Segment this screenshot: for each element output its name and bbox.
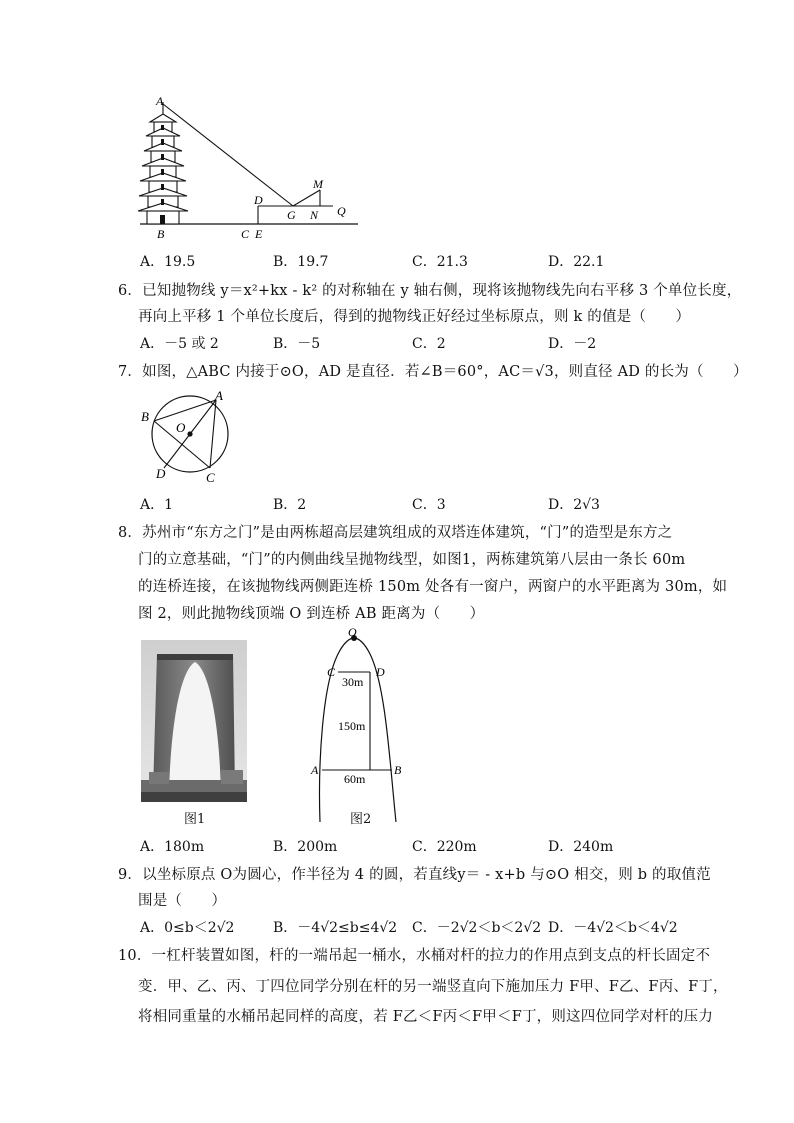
- fig5-label-e: E: [255, 227, 263, 241]
- q6-line-2: 再向上平移 1 个单位长度后，得到的抛物线正好经过坐标原点，则 k 的值是（ ）: [138, 309, 691, 325]
- q8-option-d: D．240m: [548, 839, 614, 855]
- fig5-label-a: A: [156, 94, 164, 108]
- fig2-label-30m: 30m: [342, 675, 364, 689]
- q10-line-3: 将相同重量的水桶吊起同样的高度，若 F乙＜F丙＜F甲＜F丁，则这四位同学对杆的压力: [138, 1009, 714, 1025]
- fig2-label-c: C: [327, 665, 336, 679]
- q9-option-b: B．－4√2≤b≤4√2: [273, 920, 398, 936]
- fig7-label-d: D: [156, 466, 166, 481]
- fig5-label-d: D: [254, 193, 263, 207]
- q5-option-b: B．19.7: [273, 254, 329, 270]
- fig2-label-d: D: [376, 665, 385, 679]
- parabola-figure: [300, 626, 415, 828]
- q5-option-a: A．19.5: [140, 254, 196, 270]
- q8-option-b: B．200m: [273, 839, 338, 855]
- q6-option-a: A．－5 或 2: [140, 336, 219, 352]
- fig7-label-o: O: [176, 420, 186, 435]
- q8-line-2: 门的立意基础，“门”的内侧曲线呈抛物线型，如图1，两栋建筑第八层由一条长 60m: [138, 552, 686, 568]
- q6-option-d: D．－2: [548, 336, 597, 352]
- q8-option-c: C．220m: [412, 839, 477, 855]
- gate-photo: [141, 640, 247, 802]
- fig2-label-b: B: [394, 763, 402, 777]
- fig5-label-m: M: [313, 177, 323, 191]
- fig2-caption: 图2: [350, 812, 372, 827]
- fig5-label-n: N: [310, 208, 319, 222]
- q10-line-1: 10．一杠杆装置如图，杆的一端吊起一桶水，水桶对杆的拉力的作用点到支点的杆长固定不: [118, 948, 711, 964]
- q9-option-d: D．－4√2＜b＜4√2: [548, 920, 678, 936]
- q9-option-a: A．0≤b＜2√2: [140, 920, 235, 936]
- fig2-label-150m: 150m: [338, 719, 366, 733]
- q8-line-4: 图 2，则此抛物线顶端 O 到连桥 AB 距离为（ ）: [138, 606, 485, 622]
- q7-option-a: A．1: [140, 497, 174, 513]
- q7-option-b: B．2: [273, 497, 307, 513]
- circle-figure: [138, 386, 238, 486]
- fig1-caption: 图1: [184, 812, 206, 827]
- q7-option-c: C．3: [412, 497, 446, 513]
- q7-line: 7．如图，△ABC 内接于⊙O，AD 是直径．若∠B＝60°，AC＝√3，则直径 AD 的长为（ ）: [118, 364, 748, 380]
- fig2-label-60m: 60m: [344, 772, 366, 786]
- q8-option-a: A．180m: [140, 839, 205, 855]
- q8-line-3: 的连桥连接，在该抛物线两侧距连桥 150m 处各有一窗户，两窗户的水平距离为 30m，如: [138, 579, 728, 595]
- fig5-label-g: G: [287, 208, 296, 222]
- fig5-label-q: Q: [337, 204, 346, 218]
- pagoda-figure: [130, 94, 365, 242]
- fig7-label-c: C: [206, 470, 215, 485]
- q8-line-1: 8．苏州市“东方之门”是由两栋超高层建筑组成的双塔连体建筑，“门”的造型是东方之: [118, 525, 673, 541]
- fig5-label-c: C: [241, 227, 250, 241]
- fig7-label-a: A: [215, 388, 223, 403]
- q9-option-c: C．－2√2＜b＜2√2: [412, 920, 542, 936]
- q9-line-2: 围是（ ）: [138, 893, 227, 909]
- fig5-label-b: B: [157, 227, 165, 241]
- q6-line-1: 6．已知抛物线 y＝x²+kx - k² 的对称轴在 y 轴右侧，现将该抛物线先向右平移 3 个单位长度，: [118, 283, 742, 299]
- q6-option-b: B．－5: [273, 336, 321, 352]
- q5-option-d: D．22.1: [548, 254, 605, 270]
- q10-line-2: 变．甲、乙、丙、丁四位同学分别在杆的另一端竖直向下施加压力 F甲、F乙、F丙、F丁，: [138, 979, 728, 995]
- q7-option-d: D．2√3: [548, 497, 600, 513]
- q9-line-1: 9．以坐标原点 O为圆心，作半径为 4 的圆，若直线y＝ - x+b 与⊙O 相交，则 b 的取值范: [118, 867, 711, 883]
- fig2-label-a: A: [311, 763, 319, 777]
- q5-option-c: C．21.3: [412, 254, 468, 270]
- fig7-label-b: B: [141, 409, 149, 424]
- fig2-label-o: O: [348, 626, 357, 639]
- q6-option-c: C．2: [412, 336, 446, 352]
